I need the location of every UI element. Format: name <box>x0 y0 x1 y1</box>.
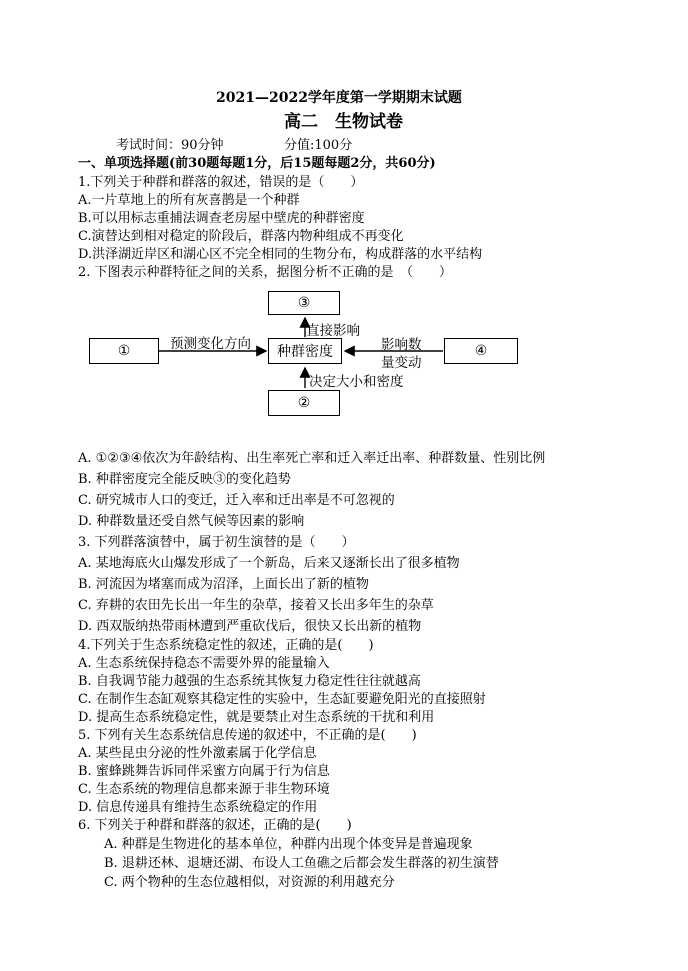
q6-option-b: B. 退耕还林、退塘还湖、布设人工鱼礁之后都会发生群落的初生演替 <box>104 856 499 871</box>
label-affect-number-2: 量变动 <box>381 355 422 371</box>
diagram-box-1 <box>89 338 159 364</box>
box-3-label: ③ <box>297 295 311 311</box>
q6-option-a: A. 种群是生物进化的基本单位，种群内出现个体变异是普遍现象 <box>104 837 473 852</box>
q3-option-b: B. 河流因为堵塞而成为沼泽，上面长出了新的植物 <box>78 577 369 592</box>
q2-stem: 2. 下图表示种群特征之间的关系，据图分析不正确的是 （ ） <box>78 265 453 280</box>
section-heading: 一、单项选择题(前30题每题1分，后15题每题2分，共60分) <box>78 156 436 171</box>
diagram-box-4 <box>444 338 518 364</box>
q4-stem: 4.下列关于生态系统稳定性的叙述，正确的是( ) <box>78 638 374 653</box>
label-predict-direction: 预测变化方向 <box>170 336 251 352</box>
q1-stem: 1.下列关于种群和群落的叙述，错误的是（ ） <box>78 175 364 190</box>
label-affect-number-1: 影响数 <box>381 337 422 353</box>
q5-stem: 5. 下列有关生态系统信息传递的叙述中，不正确的是( ) <box>78 728 417 743</box>
q2-option-d: D. 种群数量还受自然气候等因素的影响 <box>78 514 305 529</box>
q5-option-b: B. 蜜蜂跳舞告诉同伴采蜜方向属于行为信息 <box>78 764 330 779</box>
q1-option-a: A.一片草地上的所有灰喜鹊是一个种群 <box>78 193 300 208</box>
exam-title: 2021—2022学年度第一学期期末试题 <box>216 90 462 106</box>
label-determine-size: 决定大小和密度 <box>309 374 404 390</box>
q3-stem: 3. 下列群落演替中，属于初生演替的是（ ） <box>78 535 355 550</box>
q5-option-a: A. 某些昆虫分泌的性外激素属于化学信息 <box>78 746 317 761</box>
box-1-label: ① <box>117 343 131 359</box>
q5-option-d: D. 信息传递具有维持生态系统稳定的作用 <box>78 800 318 815</box>
diagram-box-2 <box>268 390 340 416</box>
exam-subtitle: 高二 生物试卷 <box>284 112 403 132</box>
q3-option-a: A. 某地海底火山爆发形成了一个新岛，后来又逐渐长出了很多植物 <box>78 556 460 571</box>
exam-time: 考试时间：90分钟 <box>116 138 224 153</box>
q1-option-b: B.可以用标志重捕法调查老房屋中壁虎的种群密度 <box>78 211 365 226</box>
q2-option-c: C. 研究城市人口的变迁，迁入率和迁出率是不可忽视的 <box>78 493 395 508</box>
center-label: 种群密度 <box>277 344 333 360</box>
q2-option-a: A. ①②③④依次为年龄结构、出生率死亡率和迁入率迁出率、种群数量、性别比例 <box>78 451 546 466</box>
q4-option-c: C. 在制作生态缸观察其稳定性的实验中，生态缸要避免阳光的直接照射 <box>78 692 486 707</box>
q1-option-d: D.洪泽湖近岸区和湖心区不完全相同的生物分布，构成群落的水平结构 <box>78 247 483 262</box>
diagram-box-3 <box>268 291 340 315</box>
q6-option-c: C. 两个物种的生态位越相似，对资源的利用越充分 <box>104 875 395 890</box>
q4-option-a: A. 生态系统保持稳态不需要外界的能量输入 <box>78 656 330 671</box>
box-2-label: ② <box>297 395 311 411</box>
label-direct-effect: 直接影响 <box>306 323 360 339</box>
q3-option-d: D. 西双版纳热带雨林遭到严重砍伐后，很快又长出新的植物 <box>78 619 422 634</box>
q4-option-d: D. 提高生态系统稳定性，就是要禁止对生态系统的干扰和利用 <box>78 710 435 725</box>
box-4-label: ④ <box>474 343 488 359</box>
q1-option-c: C.演替达到相对稳定的阶段后，群落内物种组成不再变化 <box>78 229 404 244</box>
exam-score: 分值:100分 <box>284 138 353 153</box>
diagram-box-center <box>268 338 342 364</box>
q2-option-b: B. 种群密度完全能反映③的变化趋势 <box>78 472 291 487</box>
q4-option-b: B. 自我调节能力越强的生态系统其恢复力稳定性往往就越高 <box>78 674 421 689</box>
q5-option-c: C. 生态系统的物理信息都来源于非生物环境 <box>78 782 330 797</box>
q6-stem: 6. 下列关于种群和群落的叙述，正确的是( ) <box>78 818 352 833</box>
q3-option-c: C. 弃耕的农田先长出一年生的杂草，接着又长出多年生的杂草 <box>78 598 434 613</box>
